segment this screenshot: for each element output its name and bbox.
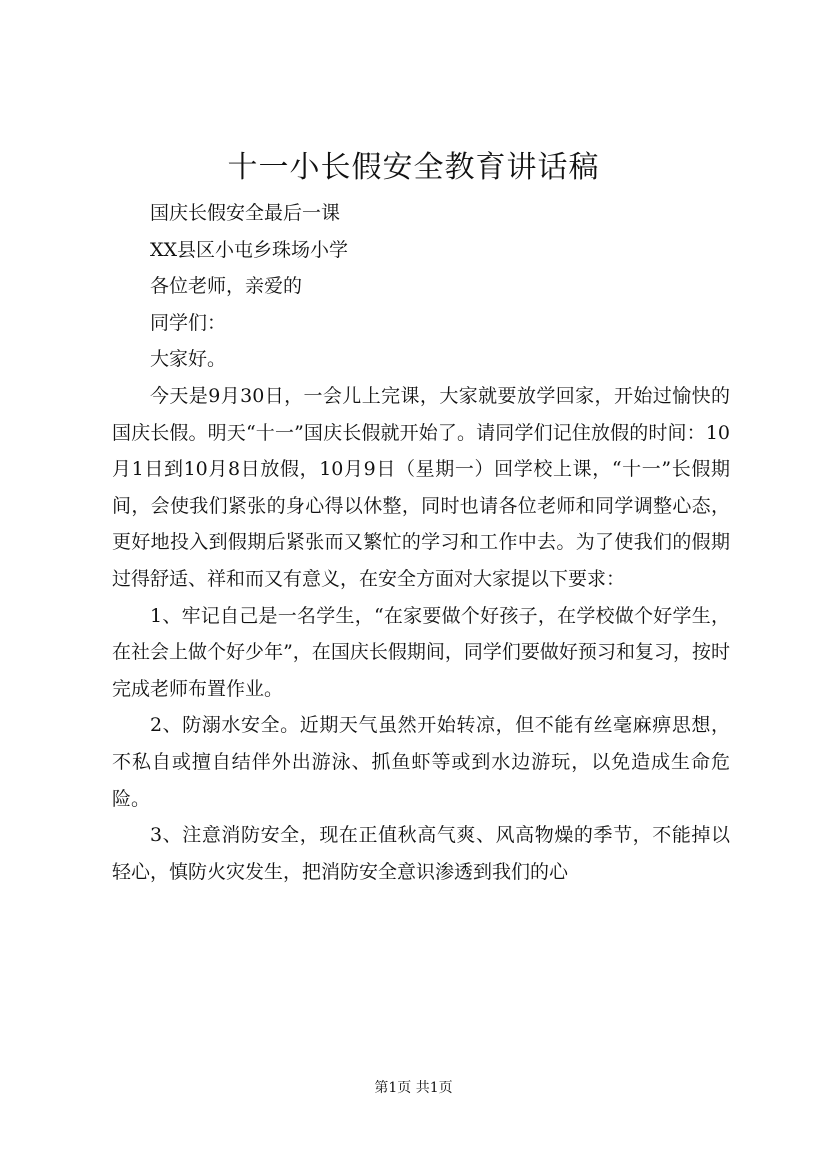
paragraph-item-3: 3、注意消防安全，现在正值秋高气爽、风高物燥的季节，不能掉以轻心，慎防火灾发生，把消防安全意识渗透到我们的心 (112, 824, 730, 883)
paragraph-item-2: 2、防溺水安全。近期天气虽然开始转凉，但不能有丝毫麻痹思想，不私自或擅自结伴外出游泳、抓鱼虾等或到水边游玩，以免造成生命危险。 (112, 714, 730, 810)
paragraph-item-1: 1、牢记自己是一名学生，“在家要做个好孩子，在学校做个好学生，在社会上做个好少年”，在国庆长假期间，同学们要做好预习和复习，按时完成老师布置作业。 (112, 604, 730, 700)
document-body (112, 195, 730, 890)
paragraph-hello: 大家好。 (150, 348, 227, 371)
page-footer: 第1页 共1页 (374, 1080, 453, 1096)
paragraph-intro: 今天是9月30日，一会儿上完课，大家就要放学回家，开始过愉快的国庆长假。明天“十一”国庆长假就开始了。请同学们记住放假的时间：10月1日到10月8日放假，10月9日（星期一）回学校上课，“十一”长假期间，会使我们紧张的身心得以休整，同时也请各位老师和同学调整心态，更好地投入到假期后紧张而又繁忙的学习和工作中去。为了使我们的假期过得舒适、祥和而又有意义，在安全方面对大家提以下要求： (112, 384, 730, 590)
paragraph-greeting-teachers: 各位老师，亲爱的 (150, 275, 303, 298)
paragraph-heading: 国庆长假安全最后一课 (150, 202, 341, 224)
paragraph-greeting-students: 同学们： (150, 311, 227, 334)
paragraph-school: XX县区小屯乡珠场小学 (150, 238, 349, 261)
document-title: 十一小长假安全教育讲话稿 (227, 150, 600, 185)
